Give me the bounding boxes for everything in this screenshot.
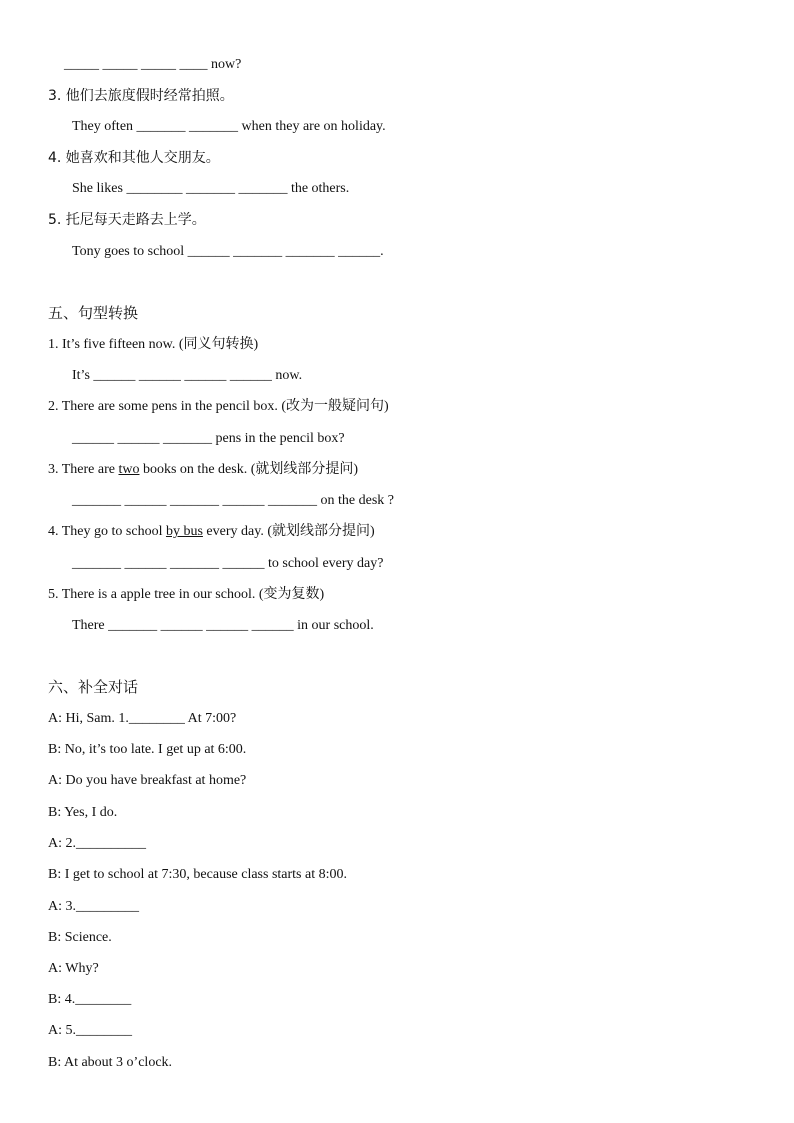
s5-q4-pre: 4. They go to school [48,524,166,539]
s5-answer-2: ______ ______ _______ pens in the pencil box? [72,431,345,446]
dialogue-line: B: I get to school at 7:30, because class starts at 8:00. [48,867,347,882]
translation-q5: 5. 托尼每天走路去上学。 [48,212,206,228]
translation-q4: 4. 她喜欢和其他人交朋友。 [48,150,220,166]
dialogue-line: A: 3._________ [48,899,139,914]
s5-q4-post: every day. (就划线部分提问) [202,524,375,539]
dialogue-line: A: 5.________ [48,1023,132,1038]
s5-q3-pre: 3. There are [48,462,119,477]
top-blank-line: _____ _____ _____ ____ now? [64,57,242,72]
s5-q5-text: 5. There is a apple tree in our school. (变为复数) [48,587,325,602]
translation-a4: She likes ________ _______ _______ the others. [72,181,350,196]
section-5-heading: 五、句型转换 [48,304,139,322]
translation-a5: Tony goes to school ______ _______ _______ ______. [72,244,384,259]
dialogue-line: B: At about 3 o’clock. [48,1055,173,1070]
section-6-heading: 六、补全对话 [48,678,139,696]
dialogue-line: B: 4.________ [48,992,132,1007]
s5-question-5 [48,586,324,604]
s5-q1-text: 1. It’s five fifteen now. (同义句转换) [48,337,259,352]
s5-q3-post: books on the desk. (就划线部分提问) [139,462,359,477]
s5-answer-4: _______ ______ _______ ______ to school every day? [72,556,384,571]
s5-question-2 [48,398,389,416]
dialogue-line: A: Do you have breakfast at home? [48,773,247,788]
s5-answer-1: It’s ______ ______ ______ ______ now. [72,368,303,383]
dialogue-line: A: Why? [48,961,99,976]
s5-q4-underlined: by bus [165,524,203,539]
dialogue-line: A: Hi, Sam. 1.________ At 7:00? [48,711,237,726]
s5-question-1 [48,336,258,354]
translation-q3: 3. 他们去旅度假时经常拍照。 [48,88,234,104]
dialogue-line: A: 2.__________ [48,836,146,851]
s5-answer-5: There _______ ______ ______ ______ in our school. [72,618,374,633]
dialogue-line: B: Yes, I do. [48,805,118,820]
translation-a3: They often _______ _______ when they are on holiday. [72,119,386,134]
dialogue-line: B: No, it’s too late. I get up at 6:00. [48,742,247,757]
s5-question-4 [48,523,375,541]
dialogue-line: B: Science. [48,930,112,945]
s5-q2-text: 2. There are some pens in the pencil box. (改为一般疑问句) [48,399,389,414]
s5-answer-3: _______ ______ _______ ______ _______ on the desk ? [72,493,394,508]
s5-question-3 [48,461,358,479]
s5-q3-underlined: two [118,462,140,477]
